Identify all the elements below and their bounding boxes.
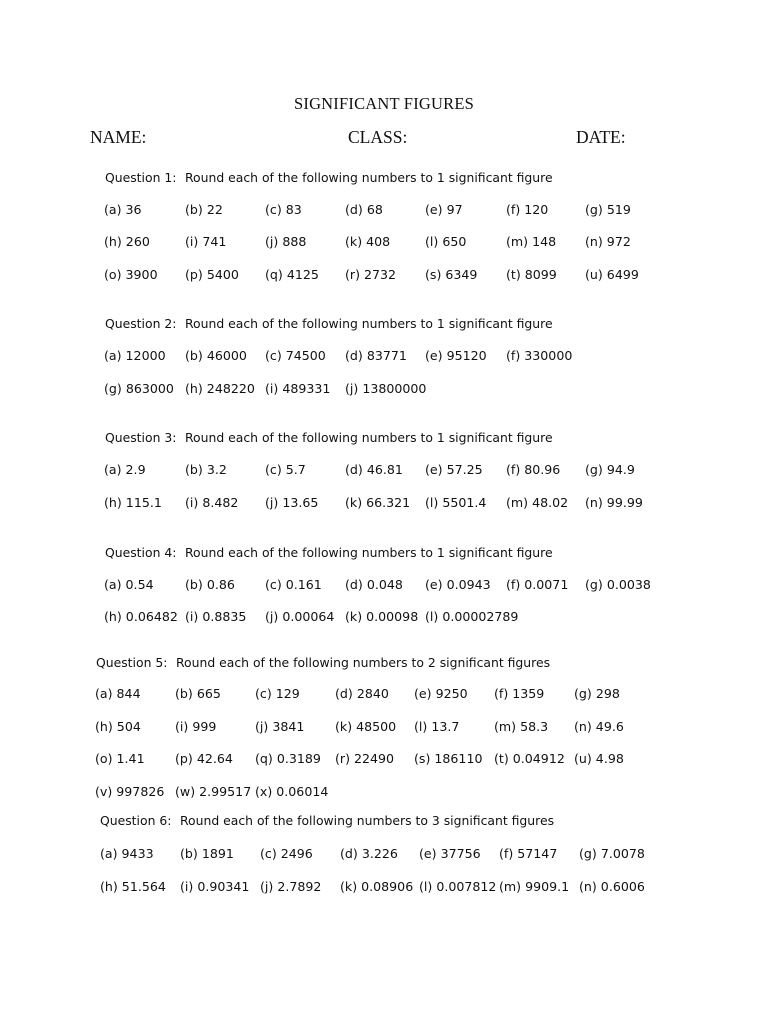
problem-item: (i) 999 <box>175 719 217 734</box>
question-instruction: Round each of the following numbers to 1 significant figure <box>185 430 553 445</box>
problem-item: (f) 1359 <box>494 686 545 701</box>
question-instruction: Round each of the following numbers to 2 significant figures <box>176 655 551 670</box>
problem-item: (b) 46000 <box>185 348 247 363</box>
problem-item: (m) 9909.1 <box>499 879 570 894</box>
question-2-row <box>0 348 768 368</box>
problem-item: (u) 4.98 <box>574 751 624 766</box>
problem-item: (n) 0.6006 <box>579 879 645 894</box>
question-3-row <box>0 462 768 482</box>
problem-item: (k) 0.08906 <box>340 879 414 894</box>
class-label: CLASS: <box>348 127 408 147</box>
problem-item: (c) 129 <box>255 686 300 701</box>
problem-item: (i) 0.90341 <box>180 879 250 894</box>
question-5-row <box>0 784 768 804</box>
problem-item: (s) 186110 <box>414 751 483 766</box>
problem-item: (h) 0.06482 <box>104 609 178 624</box>
problem-item: (k) 0.00098 <box>345 609 419 624</box>
problem-item: (g) 0.0038 <box>585 577 651 592</box>
question-4-row <box>0 577 768 597</box>
problem-item: (j) 13.65 <box>265 495 319 510</box>
problem-item: (j) 3841 <box>255 719 305 734</box>
problem-item: (h) 260 <box>104 234 150 249</box>
problem-item: (a) 2.9 <box>104 462 146 477</box>
question-6-row <box>0 846 768 866</box>
problem-item: (e) 37756 <box>419 846 481 861</box>
question-3-row <box>0 495 768 515</box>
problem-item: (k) 48500 <box>335 719 397 734</box>
problem-item: (e) 9250 <box>414 686 468 701</box>
problem-item: (g) 7.0078 <box>579 846 645 861</box>
problem-item: (f) 80.96 <box>506 462 561 477</box>
question-3-heading <box>105 430 553 445</box>
problem-item: (t) 0.04912 <box>494 751 565 766</box>
problem-item: (c) 2496 <box>260 846 313 861</box>
problem-item: (l) 5501.4 <box>425 495 487 510</box>
problem-item: (a) 9433 <box>100 846 154 861</box>
problem-item: (x) 0.06014 <box>255 784 329 799</box>
problem-item: (e) 57.25 <box>425 462 483 477</box>
problem-item: (c) 83 <box>265 202 302 217</box>
problem-item: (b) 3.2 <box>185 462 227 477</box>
problem-item: (a) 12000 <box>104 348 166 363</box>
problem-item: (g) 94.9 <box>585 462 635 477</box>
problem-item: (a) 0.54 <box>104 577 154 592</box>
question-label: Question 5: <box>96 655 168 670</box>
question-1-row <box>0 234 768 254</box>
problem-item: (g) 863000 <box>104 381 174 396</box>
problem-item: (f) 120 <box>506 202 549 217</box>
question-1-row <box>0 202 768 222</box>
problem-item: (f) 0.0071 <box>506 577 569 592</box>
problem-item: (e) 0.0943 <box>425 577 491 592</box>
problem-item: (c) 74500 <box>265 348 326 363</box>
problem-item: (g) 519 <box>585 202 631 217</box>
problem-item: (l) 0.007812 <box>419 879 497 894</box>
problem-item: (h) 51.564 <box>100 879 166 894</box>
problem-item: (i) 8.482 <box>185 495 239 510</box>
problem-item: (h) 504 <box>95 719 141 734</box>
problem-item: (n) 99.99 <box>585 495 643 510</box>
problem-item: (g) 298 <box>574 686 620 701</box>
problem-item: (m) 58.3 <box>494 719 549 734</box>
question-5-row <box>0 686 768 706</box>
problem-item: (n) 49.6 <box>574 719 624 734</box>
problem-item: (w) 2.99517 <box>175 784 252 799</box>
problem-item: (d) 83771 <box>345 348 407 363</box>
question-instruction: Round each of the following numbers to 1 significant figure <box>185 170 553 185</box>
problem-item: (r) 2732 <box>345 267 397 282</box>
problem-item: (j) 0.00064 <box>265 609 335 624</box>
problem-item: (c) 5.7 <box>265 462 306 477</box>
problem-item: (a) 844 <box>95 686 141 701</box>
problem-item: (t) 8099 <box>506 267 557 282</box>
problem-item: (m) 48.02 <box>506 495 569 510</box>
problem-item: (f) 57147 <box>499 846 558 861</box>
problem-item: (s) 6349 <box>425 267 478 282</box>
question-label: Question 6: <box>100 813 172 828</box>
problem-item: (l) 13.7 <box>414 719 460 734</box>
question-instruction: Round each of the following numbers to 3 significant figures <box>180 813 555 828</box>
problem-item: (d) 2840 <box>335 686 389 701</box>
question-6-heading <box>100 813 554 828</box>
problem-item: (m) 148 <box>506 234 557 249</box>
problem-item: (e) 95120 <box>425 348 487 363</box>
question-2-row <box>0 381 768 401</box>
problem-item: (j) 13800000 <box>345 381 427 396</box>
problem-item: (p) 5400 <box>185 267 239 282</box>
question-4-heading <box>105 545 553 560</box>
question-instruction: Round each of the following numbers to 1 significant figure <box>185 545 553 560</box>
problem-item: (a) 36 <box>104 202 142 217</box>
problem-item: (n) 972 <box>585 234 631 249</box>
problem-item: (k) 408 <box>345 234 391 249</box>
problem-item: (o) 3900 <box>104 267 158 282</box>
problem-item: (b) 1891 <box>180 846 234 861</box>
problem-item: (j) 2.7892 <box>260 879 322 894</box>
problem-item: (l) 650 <box>425 234 467 249</box>
question-label: Question 1: <box>105 170 177 185</box>
problem-item: (f) 330000 <box>506 348 573 363</box>
problem-item: (b) 0.86 <box>185 577 235 592</box>
question-5-row <box>0 751 768 771</box>
problem-item: (c) 0.161 <box>265 577 322 592</box>
date-label: DATE: <box>576 127 626 147</box>
problem-item: (v) 997826 <box>95 784 165 799</box>
question-5-row <box>0 719 768 739</box>
problem-item: (q) 4125 <box>265 267 319 282</box>
problem-item: (h) 248220 <box>185 381 255 396</box>
problem-item: (d) 68 <box>345 202 383 217</box>
problem-item: (d) 46.81 <box>345 462 403 477</box>
problem-item: (i) 0.8835 <box>185 609 247 624</box>
question-4-row <box>0 609 768 629</box>
question-label: Question 2: <box>105 316 177 331</box>
problem-item: (l) 0.00002789 <box>425 609 519 624</box>
question-1-heading <box>105 170 553 185</box>
problem-item: (d) 0.048 <box>345 577 403 592</box>
question-label: Question 3: <box>105 430 177 445</box>
problem-item: (i) 489331 <box>265 381 331 396</box>
problem-item: (u) 6499 <box>585 267 639 282</box>
problem-item: (d) 3.226 <box>340 846 398 861</box>
question-5-heading <box>96 655 550 670</box>
problem-item: (p) 42.64 <box>175 751 233 766</box>
question-6-row <box>0 879 768 899</box>
problem-item: (i) 741 <box>185 234 227 249</box>
worksheet-title: SIGNIFICANT FIGURES <box>294 94 474 113</box>
problem-item: (b) 665 <box>175 686 221 701</box>
problem-item: (e) 97 <box>425 202 463 217</box>
question-label: Question 4: <box>105 545 177 560</box>
question-instruction: Round each of the following numbers to 1 significant figure <box>185 316 553 331</box>
question-1-row <box>0 267 768 287</box>
name-label: NAME: <box>90 127 147 147</box>
problem-item: (b) 22 <box>185 202 223 217</box>
problem-item: (q) 0.3189 <box>255 751 321 766</box>
problem-item: (o) 1.41 <box>95 751 145 766</box>
problem-item: (h) 115.1 <box>104 495 162 510</box>
problem-item: (j) 888 <box>265 234 307 249</box>
question-2-heading <box>105 316 553 331</box>
problem-item: (k) 66.321 <box>345 495 411 510</box>
problem-item: (r) 22490 <box>335 751 395 766</box>
